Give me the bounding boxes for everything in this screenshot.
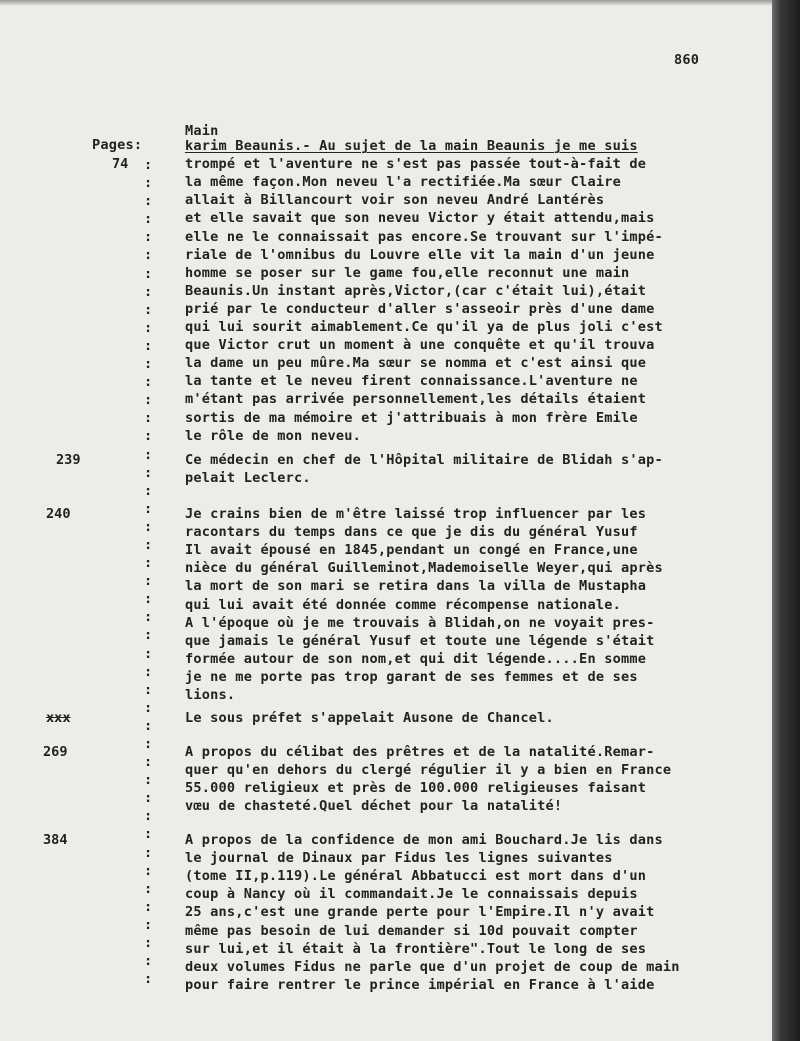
- page-number: 860: [674, 52, 700, 68]
- section-page-number: 384: [43, 832, 68, 848]
- text-line: 55.000 religieux et près de 100.000 religieuses faisant: [185, 780, 647, 797]
- section-page-number: xxx: [46, 710, 71, 726]
- text-line: qui lui sourit aimablement.Ce qu'il ya de plus joli c'est: [185, 319, 663, 335]
- text-line: Ce médecin en chef de l'Hôpital militaire de Blidah s'ap-: [185, 452, 663, 468]
- heading: Main: [185, 123, 219, 139]
- text-line: 25 ans,c'est une grande perte pour l'Empire.Il n'y avait: [185, 904, 655, 921]
- text-line: je ne me porte pas trop garant de ses femmes et de ses: [185, 668, 638, 685]
- text-line: A propos du célibat des prêtres et de la natalité.Remar-: [185, 744, 655, 760]
- section-page-number: 240: [46, 506, 71, 522]
- text-line: coup à Nancy où il commandait.Je le connaissais depuis: [185, 886, 638, 903]
- margin-colon-column: : : : : : : : : : : : : : : : : : : : : : : : : : : : : : : : : : : : : : : : : : : : : : :: [144, 157, 153, 988]
- section-page-number: 269: [43, 744, 68, 760]
- text-line: le journal de Dinaux par Fidus les lignes suivantes: [185, 850, 613, 867]
- text-line: qui lui avait été donnée comme récompense nationale.: [185, 596, 621, 613]
- text-line: Il avait épousé en 1845,pendant un congé en France,une: [185, 542, 638, 559]
- page-top-edge: [0, 0, 772, 6]
- pages-label: Pages:: [92, 137, 143, 153]
- text-line: sortis de ma mémoire et j'attribuais à mon frère Emile: [185, 409, 638, 426]
- section-page-number: 74: [112, 156, 129, 172]
- section-page-number: 239: [56, 452, 81, 468]
- text-line: allait à Billancourt voir son neveu André Lantérès: [185, 192, 605, 209]
- text-line: la tante et le neveu firent connaissance.L'aventure ne: [185, 373, 638, 390]
- text-line: Le sous préfet s'appelait Ausone de Chancel.: [185, 710, 554, 726]
- text-line: Beaunis.Un instant après,Victor,(car c'était lui),était: [185, 282, 647, 299]
- text-line: deux volumes Fidus ne parle que d'un projet de coup de main: [185, 958, 680, 975]
- text-line: A propos de la confidence de mon ami Bouchard.Je lis dans: [185, 832, 663, 848]
- text-line: nièce du général Guilleminot,Mademoiselle Weyer,qui après: [185, 560, 663, 577]
- text-line: que Victor crut un moment à une conquête et qu'il trouva: [185, 337, 655, 354]
- text-line: racontars du temps dans ce que je dis du général Yusuf: [185, 524, 638, 541]
- text-line: la mort de son mari se retira dans la villa de Mustapha: [185, 578, 647, 595]
- text-line: A l'époque où je me trouvais à Blidah,on ne voyait pres-: [185, 614, 655, 631]
- text-line: pelait Leclerc.: [185, 470, 311, 487]
- text-line: Je crains bien de m'être laissé trop influencer par les: [185, 506, 647, 522]
- text-line: m'étant pas arrivée personnellement,les détails étaient: [185, 391, 647, 408]
- text-line: (tome II,p.119).Le général Abbatucci est mort dans d'un: [185, 868, 647, 885]
- text-line: elle ne le connaissait pas encore.Se trouvant sur l'impé-: [185, 228, 663, 245]
- text-line: riale de l'omnibus du Louvre elle vit la main d'un jeune: [185, 246, 655, 263]
- text-line: trompé et l'aventure ne s'est pas passée tout-à-fait de: [185, 156, 647, 173]
- text-line: homme se poser sur le game fou,elle reconnut une main: [185, 264, 630, 281]
- text-line: le rôle de mon neveu.: [185, 427, 362, 444]
- text-line: karim Beaunis.- Au sujet de la main Beaunis je me suis: [185, 138, 638, 154]
- text-line: que jamais le général Yusuf et toute une légende s'était: [185, 632, 655, 649]
- text-line: lions.: [185, 687, 236, 703]
- text-line: quer qu'en dehors du clergé régulier il y a bien en France: [185, 762, 672, 779]
- text-line: vœu de chasteté.Quel déchet pour la natalité!: [185, 798, 563, 815]
- scan-edge-shadow: [772, 0, 800, 1041]
- text-line: même pas besoin de lui demander si 10d pouvait compter: [185, 922, 638, 939]
- text-line: et elle savait que son neveu Victor y était attendu,mais: [185, 210, 655, 227]
- text-line: formée autour de son nom,et qui dit légende....En somme: [185, 650, 647, 667]
- text-line: la même façon.Mon neveu l'a rectifiée.Ma sœur Claire: [185, 174, 621, 191]
- text-line: prié par le conducteur d'aller s'asseoir près d'une dame: [185, 300, 655, 317]
- text-line: sur lui,et il était à la frontière".Tout le long de ses: [185, 940, 647, 957]
- text-line: la dame un peu mûre.Ma sœur se nomma et c'est ainsi que: [185, 355, 647, 372]
- text-line: pour faire rentrer le prince impérial en France à l'aide: [185, 976, 655, 993]
